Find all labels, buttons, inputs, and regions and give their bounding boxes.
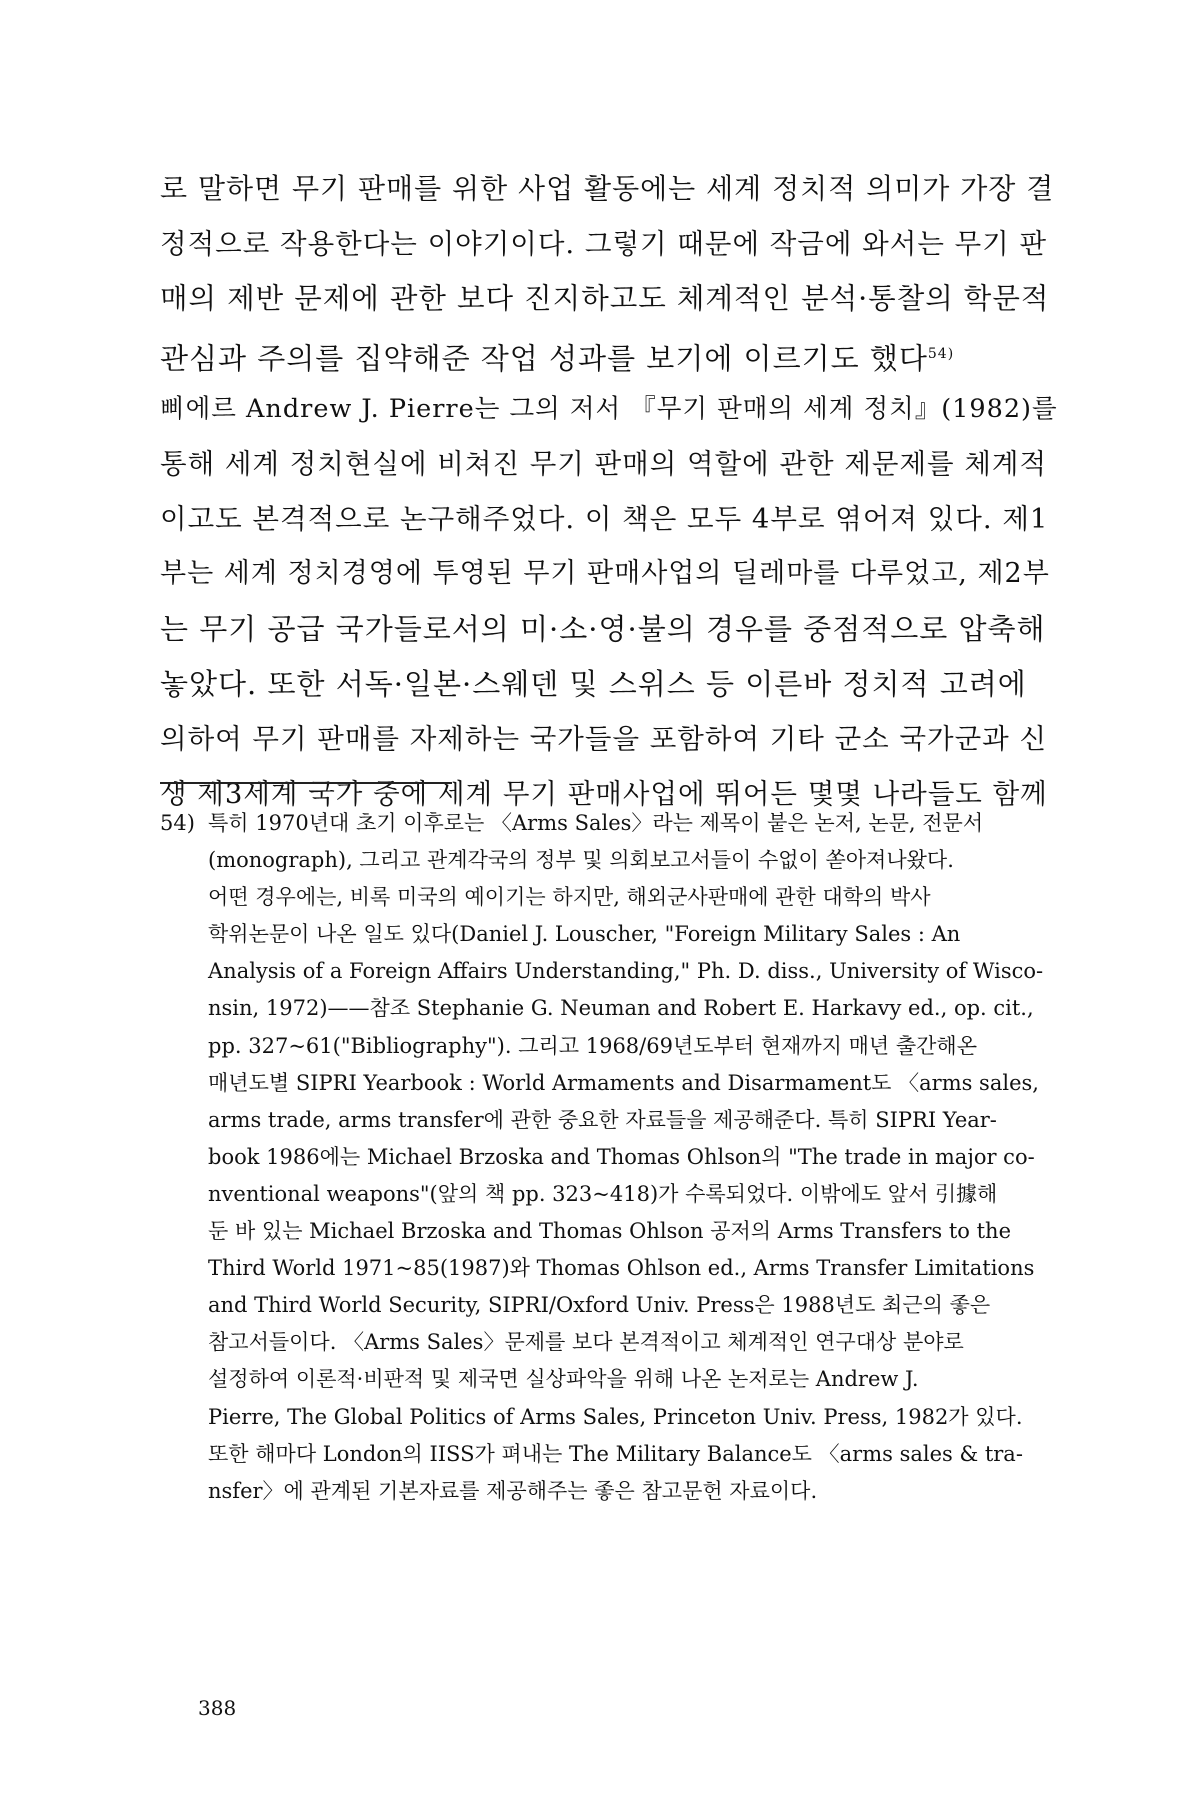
- footnote-divider: [160, 782, 452, 784]
- footnote-line: nsin, 1972)——참조 Stephanie G. Neuman and Robert E. Harkavy ed., op. cit.,: [208, 996, 1034, 1021]
- body-line: 놓았다. 또한 서독·일본·스웨덴 및 스위스 등 이른바 정치적 고려에: [160, 667, 1027, 701]
- page-number: 388: [198, 1696, 237, 1720]
- footnote-line: 참고서들이다. 〈Arms Sales〉문제를 보다 본격적이고 체계적인 연구대상 분야로: [208, 1330, 964, 1355]
- footnote-line: 둔 바 있는 Michael Brzoska and Thomas Ohlson 공저의 Arms Transfers to the: [208, 1219, 1011, 1244]
- footnote-line: 설정하여 이론적·비판적 및 제국면 실상파악을 위해 나온 논저로는 Andrew J.: [208, 1367, 919, 1392]
- body-text: [160, 170, 1060, 830]
- footnote-line: and Third World Security, SIPRI/Oxford Univ. Press은 1988년도 최근의 좋은: [208, 1293, 991, 1318]
- footnote-line: 어떤 경우에는, 비록 미국의 예이기는 하지만, 해외군사판매에 관한 대학의 박사: [208, 885, 931, 910]
- footnote-line: Pierre, The Global Politics of Arms Sales, Princeton Univ. Press, 1982가 있다.: [208, 1404, 1023, 1429]
- footnote-line: 학위논문이 나온 일도 있다(Daniel J. Louscher, "Foreign Military Sales : An: [208, 922, 961, 947]
- body-line: 의하여 무기 판매를 자제하는 국가들을 포함하여 기타 군소 국가군과 신: [160, 723, 1048, 755]
- footnote-reference: 54): [927, 346, 955, 362]
- body-line: 매의 제반 문제에 관한 보다 진지하고도 체계적인 분석·통찰의 학문적: [160, 282, 1050, 315]
- footnote-line: 또한 해마다 London의 IISS가 펴내는 The Military Balance도 〈arms sales & tra-: [208, 1441, 1023, 1466]
- body-line: 통해 세계 정치현실에 비쳐진 무기 판매의 역할에 관한 제문제를 체계적: [160, 448, 1048, 480]
- footnote-number: 54): [160, 811, 195, 835]
- footnote-line: 특히 1970년대 초기 이후로는 〈Arms Sales〉라는 제목이 붙은 논저, 논문, 전문서: [208, 811, 984, 835]
- footnote-line: book 1986에는 Michael Brzoska and Thomas Ohlson의 "The trade in major co-: [208, 1144, 1035, 1169]
- footnote-first-line: [160, 808, 1060, 845]
- footnote-line: Analysis of a Foreign Affairs Understanding," Ph. D. diss., University of Wisco-: [208, 959, 1044, 984]
- body-line: 는 무기 공급 국가들로서의 미·소·영·불의 경우를 중점적으로 압축해: [160, 612, 1046, 646]
- footnote-line: Third World 1971~85(1987)와 Thomas Ohlson ed., Arms Transfer Limitations: [208, 1256, 1035, 1281]
- body-line: 생 제3세계 국가 중에 세계 무기 판매사업에 뛰어든 몇몇 나라들도 함께: [160, 778, 1048, 810]
- footnote-line: arms trade, arms transfer에 관한 중요한 자료들을 제공해준다. 특히 SIPRI Year-: [208, 1107, 997, 1132]
- body-line: 이고도 본격적으로 논구해주었다. 이 책은 모두 4부로 엮어져 있다. 제1: [160, 503, 1049, 535]
- body-line: 삐에르 Andrew J. Pierre는 그의 저서 『무기 판매의 세계 정치』(1982)를: [160, 394, 1058, 424]
- body-line: 로 말하면 무기 판매를 위한 사업 활동에는 세계 정치적 의미가 가장 결: [160, 172, 1055, 205]
- body-line: 정적으로 작용한다는 이야기이다. 그렇기 때문에 작금에 와서는 무기 판: [160, 228, 1048, 260]
- footnote-line: pp. 327~61("Bibliography"). 그리고 1968/69년도부터 현재까지 매년 출간해온: [208, 1033, 977, 1058]
- footnote-line: nventional weapons"(앞의 책 pp. 323~418)가 수록되었다. 이밖에도 앞서 引據해: [208, 1181, 998, 1206]
- body-line-text: 관심과 주의를 집약해준 작업 성과를 보기에 이르기도 했다: [160, 341, 928, 376]
- body-line-with-footnote-ref: [160, 335, 1060, 390]
- footnote-line: 매년도별 SIPRI Yearbook : World Armaments and Disarmament도 〈arms sales,: [208, 1070, 1039, 1095]
- footnote-line: (monograph), 그리고 관계각국의 정부 및 의회보고서들이 수없이 쏟아져나왔다.: [208, 848, 954, 873]
- footnote-line: nsfer〉에 관계된 기본자료를 제공해주는 좋은 참고문헌 자료이다.: [208, 1478, 818, 1503]
- body-line: 부는 세계 정치경영에 투영된 무기 판매사업의 딜레마를 다루었고, 제2부: [160, 558, 1050, 589]
- footnote: [160, 808, 1060, 1513]
